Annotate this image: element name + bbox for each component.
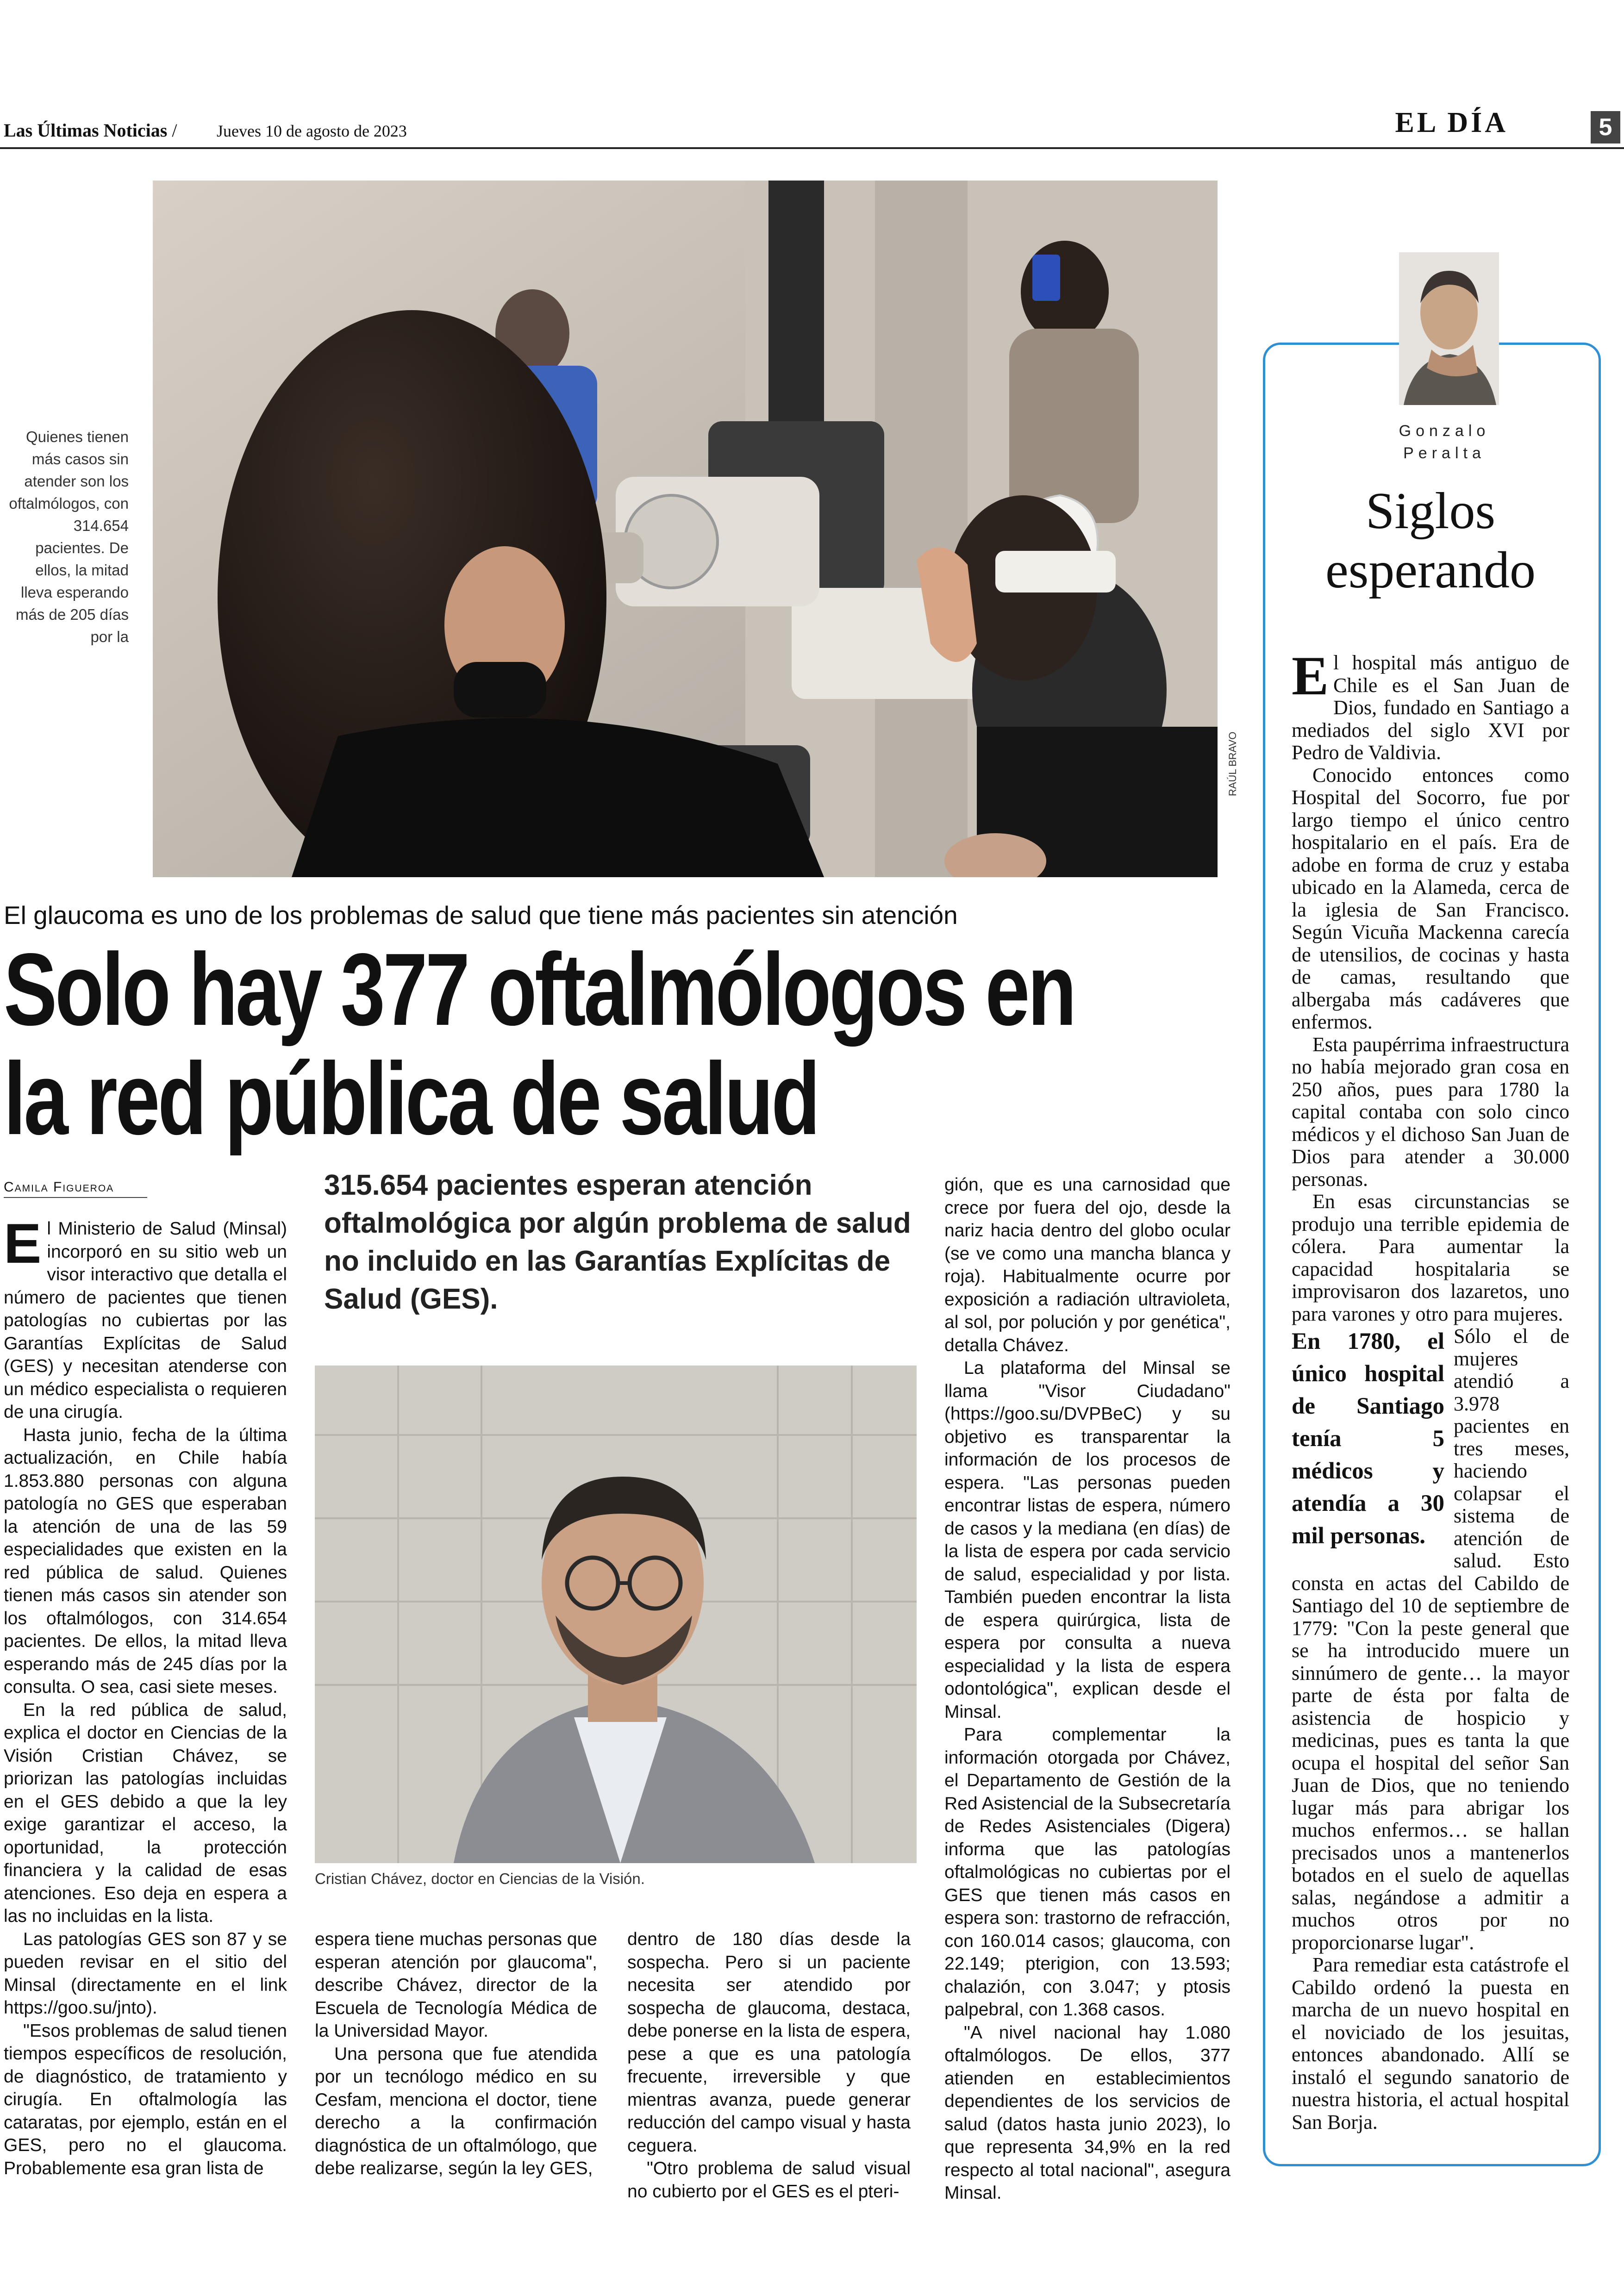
columnist-photo [1399, 252, 1499, 405]
portrait-photo-cristian-chavez [315, 1366, 917, 1863]
paragraph: dentro de 180 días desde la sospecha. Pero si un paciente necesita ser atendido por sospecha de glaucoma, destaca, debe ponerse en la lista de espera, pese a que es una patología frecuente, irreversible y que mientras avanza, puede generar reducción del campo visual y hasta ceguera. [627, 1929, 911, 2156]
headline-line-2: la red pública de salud [4, 1041, 818, 1156]
paragraph: En la red pública de salud, explica el doctor en Ciencias de la Visión Cristian Chávez, se priorizan las patologías incluidas en el GES debido a que la ley exige garantizar el acceso, la oportunidad, la protección financiera y la calidad de esas atenciones. Eso deja en espera a las no incluidas en la lista. [4, 1700, 287, 1926]
article-column-3 [627, 1928, 911, 2203]
opinion-title: Siglos esperando [1325, 482, 1536, 599]
article-column-1 [4, 1212, 287, 2180]
paragraph: Las patologías GES son 87 y se pueden revisar en el sitio del Minsal (directamente en el link https://goo.su/jnto). [4, 1929, 287, 2018]
paragraph: "Otro problema de salud visual no cubierto por el GES es el pteri- [627, 2158, 911, 2201]
dropcap: E [4, 1212, 42, 1275]
byline: Camila Figueroa [4, 1179, 114, 1195]
main-photo-eye-exam [153, 181, 1218, 877]
photo-credit: RAÚL BRAVO [1227, 731, 1238, 796]
article-deck: 315.654 pacientes esperan atención oftalmológica por algún problema de salud no incluido en las Garantías Explícitas de Salud (GES). [324, 1169, 911, 1315]
paragraph: La plataforma del Minsal se llama "Visor Ciudadano" (https://goo.su/DVPBeC) y su objetivo es transparentar la información de los procesos de espera. "Las personas pueden encontrar listas de espera, número de casos y la mediana (en días) de la lista de espera por cada servicio de salud, especialidad y por lista. También pueden encontrar la lista de espera quirúrgica, lista de espera por consulta a nueva especialidad y la lista de espera odontológica", explican desde el Minsal. [944, 1358, 1230, 1722]
byline-rule [4, 1197, 147, 1198]
photo-side-caption: Quienes tienen más casos sin atender son los oftalmólogos, con 314.654 pacientes. De ellos, la mitad lleva esperando más de 205 días por la [9, 428, 129, 645]
paragraph: l hospital más antiguo de Chile es el San Juan de Dios, fundado en Santiago a mediados del siglo XVI por Pedro de Valdivia. [1292, 651, 1569, 764]
publication-date: Jueves 10 de agosto de 2023 [217, 122, 407, 140]
columnist-last-name: Peralta [1403, 444, 1486, 462]
paragraph: Hasta junio, fecha de la última actualización, en Chile había 1.853.880 personas con alguna patología no GES que esperaban la atención de una de las 59 especialidades que existen en la red pública de salud. Quienes tienen más casos sin atender son los oftalmólogos, con 314.654 pacientes. De ellos, la mitad lleva esperando más de 245 días por la consulta. O sea, casi siete meses. [4, 1425, 287, 1697]
publication-name: Las Últimas Noticias / [4, 120, 177, 141]
columnist-first-name: Gonzalo [1399, 422, 1490, 440]
article-column-4 [944, 1173, 1230, 2205]
paragraph: "Esos problemas de salud tienen tiempos específicos de resolución, de diagnóstico, de tratamiento y cirugía. En oftalmología las cataratas, por ejemplo, están en el GES, pero no el glaucoma. Probablemente esa gran lista de [4, 2021, 287, 2178]
eye-exam-illustration [153, 181, 1218, 877]
paragraph: l Ministerio de Salud (Minsal) incorporó en su sitio web un visor interactivo que detalla el número de pacientes que tienen patologías no cubiertas por las Garantías Explícitas de Salud (GES) y necesitan atenderse con un médico especialista o requieren de una cirugía. [4, 1219, 287, 1422]
paragraph: gión, que es una carnosidad que crece por fuera del ojo, desde la nariz hacia dentro del globo ocular (se ve como una mancha blanca y roja). Habitualmente ocurre por exposición a radiación ultravioleta, al sol, por polución y por genética", detalla Chávez. [944, 1175, 1230, 1355]
opinion-dropcap: E [1292, 645, 1329, 706]
paragraph: En esas circunstancias se produjo una terrible epidemia de cólera. Para aumentar la capacidad hospitalaria se improvisaron dos lazaretos, uno para varones y otro para mujeres. [1292, 1190, 1569, 1325]
paragraph: Una persona que fue atendida por un tecnólogo médico en su Cesfam, menciona el doctor, tiene derecho a la confirmación diagnóstica de un oftalmólogo, que debe realizarse, según la ley GES, [315, 2044, 597, 2178]
article-kicker: El glaucoma es uno de los problemas de salud que tiene más pacientes sin atención [4, 901, 958, 929]
portrait-caption: Cristian Chávez, doctor en Ciencias de la Visión. [315, 1870, 645, 1887]
article-headline [4, 932, 1074, 1156]
paragraph: Esta paupérrima infraestructura no había mejorado gran cosa en 250 años, pues para 1780 la capital contaba con solo cinco médicos y el dichoso San Juan de Dios para atender a 30.000 personas. [1292, 1033, 1569, 1191]
paragraph: Sólo el de mujeres atendió a 3.978 pacientes en tres meses, haciendo colapsar el sistema de atención de salud. Esto consta en actas del Cabildo de Santiago del 10 de septiembre de 1779: "Con la peste general que se ha introducido muere un sinnúmero de gente… la mayor parte de ésta por falta de asistencia de hospicio y medicinas, pues es tanta la que ocupa el hospital del señor San Juan de Dios, que no teniendo lugar más para abrigar los muchos enfermos… se hallan precisados unos a mantenerlos botados en el suelo de aquellas salas, negándose a admitir a muchos otros por no proporcionarse lugar". [1292, 1325, 1569, 1954]
paragraph: Conocido entonces como Hospital del Socorro, fue por largo tiempo el único centro hospitalario en el país. Era de adobe en forma de cruz y estaba ubicado en la Alameda, cerca de la iglesia de San Francisco. Según Vicuña Mackenna carecía de utensilios, de cocinas y hasta de camas, resultando que albergaba más cadáveres que enfermos. [1292, 763, 1569, 1033]
headline-line-1: Solo hay 377 oftalmólogos en [4, 932, 1074, 1047]
paragraph: Para complementar la información otorgada por Chávez, el Departamento de Gestión de la Red Asistencial de la Subsecretaría de Redes Asistenciales (Digera) informa que las patologías oftalmológicas no cubiertas por el GES que tienen más casos en espera son: trastorno de refracción, con 160.014 casos; glaucoma, con 22.149; pterigion, con 13.593; chalazión, con 3.047; y ptosis palpebral, con 1.368 casos. [944, 1725, 1230, 2020]
article-column-2 [315, 1928, 597, 2180]
paragraph: espera tiene muchas personas que esperan atención por glaucoma", describe Chávez, director de la Escuela de Tecnología Médica de la Universidad Mayor. [315, 1929, 597, 2041]
pull-quote: En 1780, el único hospital de Santiago tenía 5 médicos y atendía a 30 mil personas. [1292, 1328, 1444, 1549]
header-rule [0, 147, 1624, 149]
opinion-body [1292, 645, 1569, 2133]
section-name: EL DÍA [1395, 107, 1508, 138]
columnist-illustration [1399, 252, 1499, 405]
paragraph: Para remediar esta catástrofe el Cabildo ordenó la puesta en marcha de un nuevo hospital en el noviciado de los jesuitas, entonces abandonado. Allí se instaló el segundo sanatorio de nuestra historia, el actual hospital San Borja. [1292, 1953, 1569, 2133]
paragraph: "A nivel nacional hay 1.080 oftalmólogos. De ellos, 377 atienden en establecimientos dependientes de los servicios de salud (datos hasta junio 2023), lo que representa 34,9% en la red respecto al total nacional", asegura Minsal. [944, 2022, 1230, 2203]
page-number: 5 [1591, 111, 1620, 143]
portrait-illustration [315, 1366, 917, 1863]
